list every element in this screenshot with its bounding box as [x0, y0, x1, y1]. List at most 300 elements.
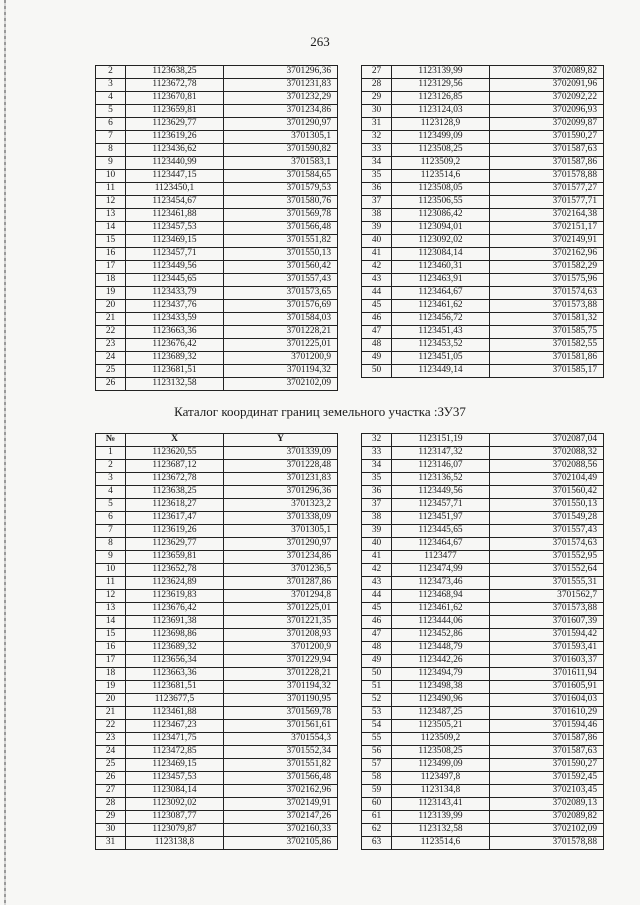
x-coordinate-cell: 1123461,62 — [392, 300, 490, 313]
x-coordinate-cell: 1123139,99 — [392, 66, 490, 79]
x-coordinate-cell: 1123463,91 — [392, 274, 490, 287]
x-coordinate-cell: 1123619,83 — [126, 590, 224, 603]
y-coordinate-cell: 3701581,32 — [490, 313, 604, 326]
table-row — [96, 144, 338, 157]
x-coordinate-cell: 1123490,96 — [392, 694, 490, 707]
table-row — [96, 720, 338, 733]
x-coordinate-cell: 1123689,32 — [126, 352, 224, 365]
point-number-cell: 46 — [362, 313, 392, 326]
y-coordinate-cell: 3701557,43 — [490, 525, 604, 538]
table-row — [362, 681, 604, 694]
y-coordinate-cell: 3701194,32 — [224, 365, 338, 378]
point-number-cell: 49 — [362, 352, 392, 365]
y-coordinate-cell: 3702099,87 — [490, 118, 604, 131]
point-number-cell: 24 — [96, 352, 126, 365]
y-coordinate-cell: 3701234,86 — [224, 105, 338, 118]
y-coordinate-cell: 3701569,78 — [224, 209, 338, 222]
y-coordinate-cell: 3702162,96 — [490, 248, 604, 261]
y-coordinate-cell: 3701287,86 — [224, 577, 338, 590]
y-coordinate-cell: 3702147,26 — [224, 811, 338, 824]
coordinates-table-bottom-left — [95, 433, 338, 850]
y-coordinate-cell: 3701587,63 — [490, 746, 604, 759]
point-number-cell: 43 — [362, 274, 392, 287]
point-number-cell: 45 — [362, 603, 392, 616]
table-row — [96, 811, 338, 824]
table-row — [96, 772, 338, 785]
table-row — [362, 300, 604, 313]
point-number-cell: 9 — [96, 157, 126, 170]
y-coordinate-cell: 3701582,55 — [490, 339, 604, 352]
table-row — [362, 733, 604, 746]
table-row — [96, 248, 338, 261]
x-coordinate-cell: 1123451,97 — [392, 512, 490, 525]
point-number-cell: 19 — [96, 287, 126, 300]
table-row — [96, 694, 338, 707]
point-number-cell: 57 — [362, 759, 392, 772]
point-number-cell: 32 — [362, 131, 392, 144]
x-coordinate-cell: 1123509,2 — [392, 157, 490, 170]
table-row — [362, 118, 604, 131]
point-number-cell: 46 — [362, 616, 392, 629]
y-coordinate-cell: 3702104,49 — [490, 473, 604, 486]
point-number-cell: 17 — [96, 655, 126, 668]
point-number-cell: 42 — [362, 261, 392, 274]
point-number-cell: 58 — [362, 772, 392, 785]
y-coordinate-cell: 3701576,69 — [224, 300, 338, 313]
x-coordinate-cell: 1123474,99 — [392, 564, 490, 577]
point-number-cell: 39 — [362, 222, 392, 235]
x-coordinate-cell: 1123487,25 — [392, 707, 490, 720]
x-coordinate-cell: 1123132,58 — [126, 378, 224, 391]
table-row — [362, 235, 604, 248]
table-row — [362, 183, 604, 196]
point-number-cell: 18 — [96, 274, 126, 287]
table-row — [96, 105, 338, 118]
x-coordinate-cell: 1123143,41 — [392, 798, 490, 811]
point-number-cell: 61 — [362, 811, 392, 824]
y-coordinate-cell: 3701605,91 — [490, 681, 604, 694]
point-number-cell: 28 — [362, 79, 392, 92]
table-row — [362, 326, 604, 339]
table-row — [362, 222, 604, 235]
point-number-cell: 20 — [96, 694, 126, 707]
point-number-cell: 17 — [96, 261, 126, 274]
x-coordinate-cell: 1123498,38 — [392, 681, 490, 694]
table-row — [362, 785, 604, 798]
point-number-cell: 20 — [96, 300, 126, 313]
x-coordinate-cell: 1123467,23 — [126, 720, 224, 733]
y-coordinate-cell: 3701593,41 — [490, 642, 604, 655]
y-coordinate-cell: 3701339,09 — [224, 447, 338, 460]
table-row — [96, 824, 338, 837]
table-row — [362, 434, 604, 447]
y-coordinate-cell: 3702089,82 — [490, 811, 604, 824]
x-coordinate-cell: 1123477 — [392, 551, 490, 564]
point-number-cell: 48 — [362, 642, 392, 655]
y-coordinate-cell: 3701225,01 — [224, 339, 338, 352]
point-number-cell: 8 — [96, 144, 126, 157]
table-row — [96, 473, 338, 486]
point-number-cell: 14 — [96, 222, 126, 235]
point-number-cell: 19 — [96, 681, 126, 694]
table-row — [362, 525, 604, 538]
x-coordinate-cell: 1123618,27 — [126, 499, 224, 512]
point-number-cell: 34 — [362, 157, 392, 170]
y-coordinate-cell: 3701294,8 — [224, 590, 338, 603]
table-row — [362, 629, 604, 642]
x-coordinate-cell: 1123433,79 — [126, 287, 224, 300]
x-coordinate-cell: 1123452,86 — [392, 629, 490, 642]
x-coordinate-cell: 1123449,56 — [392, 486, 490, 499]
y-coordinate-cell: 3701587,86 — [490, 157, 604, 170]
table-row — [362, 512, 604, 525]
x-coordinate-cell: 1123676,42 — [126, 339, 224, 352]
y-coordinate-cell: 3702102,09 — [224, 378, 338, 391]
table-row — [362, 131, 604, 144]
table-row — [362, 811, 604, 824]
table-row — [362, 746, 604, 759]
y-coordinate-cell: 3701590,27 — [490, 131, 604, 144]
table-row — [362, 79, 604, 92]
table-row — [96, 785, 338, 798]
point-number-cell: 33 — [362, 144, 392, 157]
point-number-cell: 11 — [96, 577, 126, 590]
y-coordinate-cell: 3701575,96 — [490, 274, 604, 287]
point-number-cell: 50 — [362, 668, 392, 681]
point-number-cell: 22 — [96, 720, 126, 733]
point-number-cell: 2 — [96, 66, 126, 79]
x-coordinate-cell: 1123454,67 — [126, 196, 224, 209]
point-number-cell: 60 — [362, 798, 392, 811]
y-coordinate-cell: 3701552,64 — [490, 564, 604, 577]
x-coordinate-cell: 1123457,71 — [126, 248, 224, 261]
y-coordinate-cell: 3701573,88 — [490, 603, 604, 616]
point-number-cell: 4 — [96, 92, 126, 105]
point-number-cell: 26 — [96, 378, 126, 391]
x-coordinate-cell: 1123449,56 — [126, 261, 224, 274]
point-number-cell: 23 — [96, 339, 126, 352]
y-coordinate-cell: 3701290,97 — [224, 538, 338, 551]
table-row — [362, 313, 604, 326]
y-coordinate-cell: 3702089,13 — [490, 798, 604, 811]
page-number: 263 — [310, 34, 330, 49]
x-coordinate-cell: 1123497,8 — [392, 772, 490, 785]
table-row — [362, 105, 604, 118]
y-coordinate-cell: 3701305,1 — [224, 525, 338, 538]
y-coordinate-cell: 3702149,91 — [224, 798, 338, 811]
y-coordinate-cell: 3701590,27 — [490, 759, 604, 772]
point-number-cell: 5 — [96, 499, 126, 512]
x-coordinate-cell: 1123514,6 — [392, 170, 490, 183]
x-coordinate-cell: 1123677,5 — [126, 694, 224, 707]
table-row — [362, 759, 604, 772]
table-row — [362, 339, 604, 352]
point-number-cell: 44 — [362, 590, 392, 603]
table-row — [96, 577, 338, 590]
y-coordinate-cell: 3701569,78 — [224, 707, 338, 720]
table-row — [362, 538, 604, 551]
y-coordinate-cell: 3701557,43 — [224, 274, 338, 287]
y-coordinate-cell: 3701603,37 — [490, 655, 604, 668]
y-coordinate-cell: 3701587,63 — [490, 144, 604, 157]
point-number-cell: 16 — [96, 248, 126, 261]
x-coordinate-cell: 1123619,26 — [126, 525, 224, 538]
table-row — [96, 222, 338, 235]
x-coordinate-cell: 1123617,47 — [126, 512, 224, 525]
y-coordinate-cell: 3701200,9 — [224, 642, 338, 655]
table-row — [362, 564, 604, 577]
y-coordinate-cell: 3701338,09 — [224, 512, 338, 525]
table-row — [96, 131, 338, 144]
point-number-cell: 11 — [96, 183, 126, 196]
point-number-cell: 29 — [362, 92, 392, 105]
y-coordinate-cell: 3701551,82 — [224, 759, 338, 772]
y-coordinate-cell: 3701560,42 — [224, 261, 338, 274]
x-coordinate-cell: 1123672,78 — [126, 473, 224, 486]
x-coordinate-cell: 1123084,14 — [126, 785, 224, 798]
table-row — [362, 447, 604, 460]
y-coordinate-cell: 3701200,9 — [224, 352, 338, 365]
x-coordinate-cell: 1123457,53 — [126, 772, 224, 785]
x-coordinate-cell: 1123447,15 — [126, 170, 224, 183]
y-coordinate-cell: 3701566,48 — [224, 772, 338, 785]
y-coordinate-cell: 3701577,27 — [490, 183, 604, 196]
point-number-cell: 49 — [362, 655, 392, 668]
x-coordinate-cell: 1123451,43 — [392, 326, 490, 339]
point-number-cell: 4 — [96, 486, 126, 499]
header-x: X — [126, 434, 224, 447]
table-row — [362, 365, 604, 378]
y-coordinate-cell: 3701290,97 — [224, 118, 338, 131]
x-coordinate-cell: 1123433,59 — [126, 313, 224, 326]
y-coordinate-cell: 3701584,03 — [224, 313, 338, 326]
x-coordinate-cell: 1123652,78 — [126, 564, 224, 577]
point-number-cell: 56 — [362, 746, 392, 759]
table-row — [362, 486, 604, 499]
x-coordinate-cell: 1123128,9 — [392, 118, 490, 131]
x-coordinate-cell: 1123461,88 — [126, 209, 224, 222]
y-coordinate-cell: 3701550,13 — [224, 248, 338, 261]
x-coordinate-cell: 1123681,51 — [126, 365, 224, 378]
point-number-cell: 59 — [362, 785, 392, 798]
y-coordinate-cell: 3701236,5 — [224, 564, 338, 577]
point-number-cell: 24 — [96, 746, 126, 759]
y-coordinate-cell: 3701561,61 — [224, 720, 338, 733]
x-coordinate-cell: 1123508,05 — [392, 183, 490, 196]
x-coordinate-cell: 1123147,32 — [392, 447, 490, 460]
table-row — [96, 79, 338, 92]
y-coordinate-cell: 3701578,88 — [490, 170, 604, 183]
header-y: Y — [224, 434, 338, 447]
table-row — [96, 512, 338, 525]
table-row — [362, 642, 604, 655]
table-row — [362, 694, 604, 707]
x-coordinate-cell: 1123659,81 — [126, 551, 224, 564]
table-row — [362, 473, 604, 486]
point-number-cell: 16 — [96, 642, 126, 655]
table-row — [362, 655, 604, 668]
point-number-cell: 8 — [96, 538, 126, 551]
y-coordinate-cell: 3701234,86 — [224, 551, 338, 564]
point-number-cell: 21 — [96, 707, 126, 720]
y-coordinate-cell: 3701229,94 — [224, 655, 338, 668]
table-row — [362, 668, 604, 681]
table-row — [96, 460, 338, 473]
x-coordinate-cell: 1123129,56 — [392, 79, 490, 92]
table-row — [362, 196, 604, 209]
point-number-cell: 31 — [96, 837, 126, 850]
table-row — [96, 118, 338, 131]
table-row — [96, 681, 338, 694]
point-number-cell: 3 — [96, 79, 126, 92]
y-coordinate-cell: 3701190,95 — [224, 694, 338, 707]
x-coordinate-cell: 1123448,79 — [392, 642, 490, 655]
point-number-cell: 6 — [96, 118, 126, 131]
y-coordinate-cell: 3701610,29 — [490, 707, 604, 720]
x-coordinate-cell: 1123151,19 — [392, 434, 490, 447]
y-coordinate-cell: 3702103,45 — [490, 785, 604, 798]
x-coordinate-cell: 1123086,42 — [392, 209, 490, 222]
x-coordinate-cell: 1123092,02 — [126, 798, 224, 811]
y-coordinate-cell: 3702096,93 — [490, 105, 604, 118]
y-coordinate-cell: 3701552,34 — [224, 746, 338, 759]
point-number-cell: 36 — [362, 183, 392, 196]
point-number-cell: 7 — [96, 131, 126, 144]
table-row — [362, 274, 604, 287]
table-row — [96, 274, 338, 287]
header-number: № — [96, 434, 126, 447]
x-coordinate-cell: 1123436,62 — [126, 144, 224, 157]
point-number-cell: 14 — [96, 616, 126, 629]
x-coordinate-cell: 1123461,88 — [126, 707, 224, 720]
x-coordinate-cell: 1123451,05 — [392, 352, 490, 365]
y-coordinate-cell: 3701225,01 — [224, 603, 338, 616]
point-number-cell: 6 — [96, 512, 126, 525]
x-coordinate-cell: 1123620,55 — [126, 447, 224, 460]
point-number-cell: 34 — [362, 460, 392, 473]
point-number-cell: 1 — [96, 447, 126, 460]
y-coordinate-cell: 3701592,45 — [490, 772, 604, 785]
x-coordinate-cell: 1123508,25 — [392, 144, 490, 157]
x-coordinate-cell: 1123691,38 — [126, 616, 224, 629]
x-coordinate-cell: 1123672,78 — [126, 79, 224, 92]
table-row — [362, 837, 604, 850]
table-row — [96, 326, 338, 339]
x-coordinate-cell: 1123681,51 — [126, 681, 224, 694]
point-number-cell: 35 — [362, 473, 392, 486]
x-coordinate-cell: 1123094,01 — [392, 222, 490, 235]
point-number-cell: 29 — [96, 811, 126, 824]
y-coordinate-cell: 3702164,38 — [490, 209, 604, 222]
table-row — [362, 248, 604, 261]
table-row — [96, 92, 338, 105]
y-coordinate-cell: 3702087,04 — [490, 434, 604, 447]
table-row — [362, 577, 604, 590]
y-coordinate-cell: 3701551,82 — [224, 235, 338, 248]
table-row — [96, 339, 338, 352]
x-coordinate-cell: 1123461,62 — [392, 603, 490, 616]
y-coordinate-cell: 3702162,96 — [224, 785, 338, 798]
y-coordinate-cell: 3701590,82 — [224, 144, 338, 157]
y-coordinate-cell: 3701573,65 — [224, 287, 338, 300]
point-number-cell: 62 — [362, 824, 392, 837]
x-coordinate-cell: 1123514,6 — [392, 837, 490, 850]
table-row — [96, 759, 338, 772]
table-row — [96, 352, 338, 365]
x-coordinate-cell: 1123457,71 — [392, 499, 490, 512]
point-number-cell: 48 — [362, 339, 392, 352]
x-coordinate-cell: 1123619,26 — [126, 131, 224, 144]
y-coordinate-cell: 3701232,29 — [224, 92, 338, 105]
table-row — [362, 261, 604, 274]
table-row — [362, 590, 604, 603]
table-row — [96, 499, 338, 512]
y-coordinate-cell: 3702089,82 — [490, 66, 604, 79]
point-number-cell: 13 — [96, 603, 126, 616]
x-coordinate-cell: 1123126,85 — [392, 92, 490, 105]
y-coordinate-cell: 3702088,32 — [490, 447, 604, 460]
table-row — [96, 837, 338, 850]
x-coordinate-cell: 1123440,99 — [126, 157, 224, 170]
x-coordinate-cell: 1123445,65 — [392, 525, 490, 538]
point-number-cell: 55 — [362, 733, 392, 746]
y-coordinate-cell: 3701594,42 — [490, 629, 604, 642]
x-coordinate-cell: 1123134,8 — [392, 785, 490, 798]
point-number-cell: 30 — [96, 824, 126, 837]
x-coordinate-cell: 1123472,85 — [126, 746, 224, 759]
point-number-cell: 37 — [362, 499, 392, 512]
y-coordinate-cell: 3702151,17 — [490, 222, 604, 235]
point-number-cell: 25 — [96, 365, 126, 378]
table-row — [96, 629, 338, 642]
point-number-cell: 30 — [362, 105, 392, 118]
table-row — [96, 655, 338, 668]
y-coordinate-cell: 3701221,35 — [224, 616, 338, 629]
y-coordinate-cell: 3701583,1 — [224, 157, 338, 170]
x-coordinate-cell: 1123084,14 — [392, 248, 490, 261]
y-coordinate-cell: 3701305,1 — [224, 131, 338, 144]
point-number-cell: 40 — [362, 235, 392, 248]
point-number-cell: 54 — [362, 720, 392, 733]
y-coordinate-cell: 3701228,48 — [224, 460, 338, 473]
x-coordinate-cell: 1123437,76 — [126, 300, 224, 313]
point-number-cell: 22 — [96, 326, 126, 339]
point-number-cell: 27 — [96, 785, 126, 798]
table-row — [96, 157, 338, 170]
x-coordinate-cell: 1123505,21 — [392, 720, 490, 733]
point-number-cell: 37 — [362, 196, 392, 209]
x-coordinate-cell: 1123638,25 — [126, 66, 224, 79]
point-number-cell: 27 — [362, 66, 392, 79]
table-row — [96, 300, 338, 313]
table-row — [362, 772, 604, 785]
point-number-cell: 9 — [96, 551, 126, 564]
table-row — [96, 798, 338, 811]
y-coordinate-cell: 3701562,7 — [490, 590, 604, 603]
point-number-cell: 41 — [362, 551, 392, 564]
point-number-cell: 12 — [96, 196, 126, 209]
y-coordinate-cell: 3701554,3 — [224, 733, 338, 746]
point-number-cell: 7 — [96, 525, 126, 538]
x-coordinate-cell: 1123444,06 — [392, 616, 490, 629]
point-number-cell: 38 — [362, 512, 392, 525]
y-coordinate-cell: 3701228,21 — [224, 668, 338, 681]
point-number-cell: 21 — [96, 313, 126, 326]
x-coordinate-cell: 1123087,77 — [126, 811, 224, 824]
table-row — [362, 603, 604, 616]
y-coordinate-cell: 3701579,53 — [224, 183, 338, 196]
point-number-cell: 52 — [362, 694, 392, 707]
